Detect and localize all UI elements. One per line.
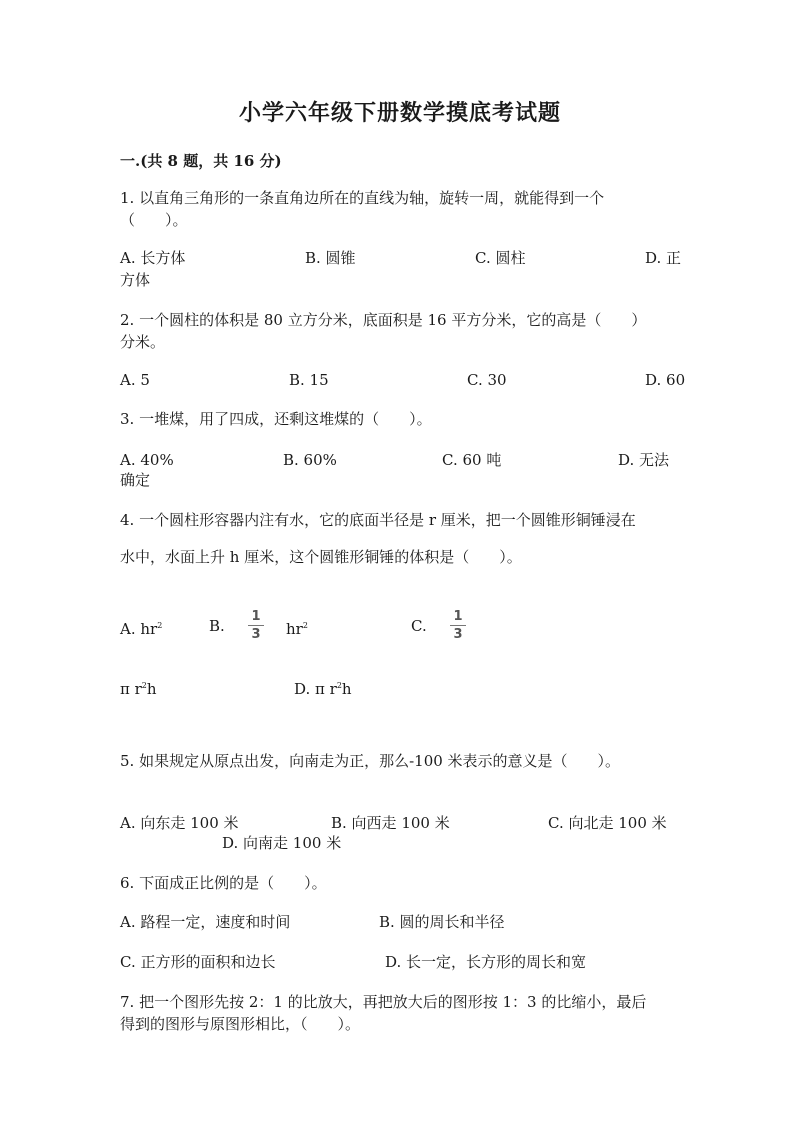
question-4-option-b-label: B. <box>209 617 225 635</box>
fraction-bar <box>248 625 264 626</box>
question-4-option-a-exponent: 2 <box>157 621 163 630</box>
question-1-option-d: D. 正 <box>645 249 682 267</box>
question-3-option-c: C. 60 吨 <box>442 451 502 469</box>
question-4-text-line2: 水中，水面上升 h 厘米，这个圆锥形铜锤的体积是（ ）。 <box>120 548 522 566</box>
question-4-option-c-text: π r <box>120 680 142 698</box>
fraction-numerator: 1 <box>453 609 463 624</box>
question-1-option-b: B. 圆锥 <box>305 249 356 267</box>
question-3-option-b: B. 60% <box>283 451 337 469</box>
question-4-option-b-text: hr <box>286 620 303 638</box>
question-2-option-d: D. 60 <box>645 371 686 389</box>
question-6-option-d: D. 长一定，长方形的周长和宽 <box>385 953 587 971</box>
fraction-denominator: 3 <box>251 627 261 642</box>
question-3-text: 3. 一堆煤，用了四成，还剩这堆煤的（ ）。 <box>120 410 432 428</box>
question-4-option-d-text-end: h <box>341 680 352 698</box>
question-4-option-c-fraction <box>450 610 466 641</box>
question-4-option-b-expression <box>286 615 308 640</box>
question-2-option-a: A. 5 <box>120 371 150 389</box>
question-7-text-line1: 7. 把一个图形先按 2：1 的比放大，再把放大后的图形按 1：3 的比缩小，最后 <box>120 993 647 1011</box>
question-2-option-b: B. 15 <box>289 371 329 389</box>
fraction-denominator: 3 <box>453 627 463 642</box>
question-4-option-b-fraction <box>248 610 264 641</box>
question-4-option-b-exponent: 2 <box>302 621 308 630</box>
question-5-option-a: A. 向东走 100 米 <box>120 814 239 832</box>
question-4-option-a <box>120 615 162 640</box>
question-4-option-d <box>294 675 352 700</box>
question-6-option-b: B. 圆的周长和半径 <box>379 913 505 931</box>
question-6-option-a: A. 路程一定，速度和时间 <box>120 913 291 931</box>
question-5-option-b: B. 向西走 100 米 <box>331 814 450 832</box>
question-4-option-c-label: C. <box>411 617 427 635</box>
question-3-option-d: D. 无法 <box>618 451 670 469</box>
question-5-text: 5. 如果规定从原点出发，向南走为正，那么-100 米表示的意义是（ ）。 <box>120 752 621 770</box>
question-1-text-line1: 1. 以直角三角形的一条直角边所在的直线为轴，旋转一周，就能得到一个 <box>120 189 605 207</box>
question-4-option-d-text: D. π r <box>294 680 337 698</box>
fraction-numerator: 1 <box>251 609 261 624</box>
question-6-text: 6. 下面成正比例的是（ ）。 <box>120 874 327 892</box>
question-6-option-c: C. 正方形的面积和边长 <box>120 953 276 971</box>
question-2-text-line2: 分米。 <box>120 333 166 351</box>
question-5-option-d: D. 向南走 100 米 <box>222 834 342 852</box>
question-4-text-line1: 4. 一个圆柱形容器内注有水，它的底面半径是 r 厘米，把一个圆锥形铜锤浸在 <box>120 511 636 529</box>
question-7-text-line2: 得到的图形与原图形相比，（ ）。 <box>120 1015 361 1033</box>
question-4-option-d-exponent: 2 <box>336 681 342 690</box>
question-4-option-c-expression <box>120 675 157 700</box>
question-4-option-a-text: A. hr <box>120 620 158 638</box>
section-heading: 一.(共 8 题，共 16 分) <box>120 152 282 170</box>
question-1-option-c: C. 圆柱 <box>475 249 526 267</box>
question-4-option-c-exponent: 2 <box>141 681 147 690</box>
question-3-option-d-wrap: 确定 <box>120 471 151 489</box>
question-5-option-c: C. 向北走 100 米 <box>548 814 667 832</box>
question-2-text-line1: 2. 一个圆柱的体积是 80 立方分米，底面积是 16 平方分米，它的高是（ ） <box>120 311 647 329</box>
question-1-option-d-wrap: 方体 <box>120 271 151 289</box>
page-title: 小学六年级下册数学摸底考试题 <box>238 100 561 126</box>
question-3-option-a: A. 40% <box>120 451 174 469</box>
question-4-option-c-text-end: h <box>146 680 157 698</box>
question-2-option-c: C. 30 <box>467 371 507 389</box>
question-1-option-a: A. 长方体 <box>120 249 186 267</box>
question-1-text-line2: （ ）。 <box>120 211 188 229</box>
fraction-bar <box>450 625 466 626</box>
